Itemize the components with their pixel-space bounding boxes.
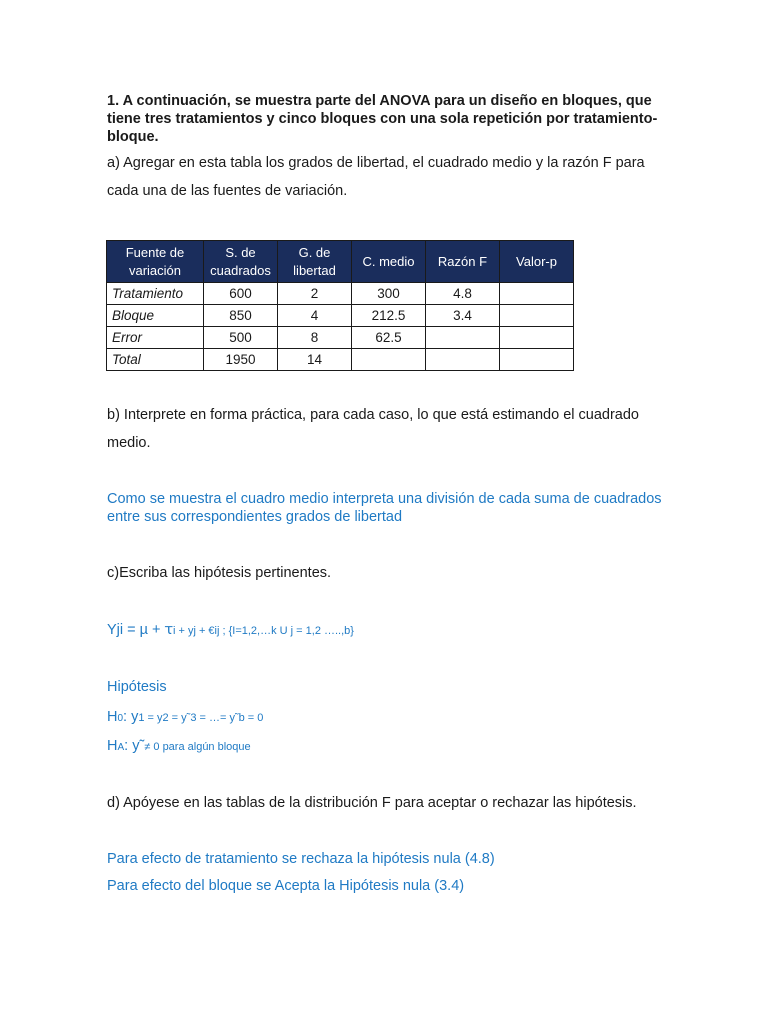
table-cell: 1950 xyxy=(204,349,278,371)
header-fuente: Fuente de variación xyxy=(107,241,204,283)
table-row xyxy=(107,349,574,371)
ha-colon: : y˜ xyxy=(124,738,145,754)
table-cell xyxy=(500,327,574,349)
table-cell: 850 xyxy=(204,305,278,327)
table-cell: 600 xyxy=(204,283,278,305)
table-cell xyxy=(352,349,426,371)
part-a-line-1: a) Agregar en esta tabla los grados de libertad, el cuadrado medio y la razón F para xyxy=(107,155,645,171)
part-c-line-1: c)Escriba las hipótesis pertinentes. xyxy=(107,565,332,581)
part-d-answer-line-1: Para efecto de tratamiento se rechaza la hipótesis nula (4.8) xyxy=(107,851,495,867)
ha-rest: ≠ 0 para algún bloque xyxy=(144,741,251,753)
model-equation-rest: i + yj + €ij ; {I=1,2,…k U j = 1,2 …..,b} xyxy=(172,625,354,637)
table-cell xyxy=(426,349,500,371)
table-cell: 3.4 xyxy=(426,305,500,327)
table-cell: 212.5 xyxy=(352,305,426,327)
h0-rest: 1 = y2 = y˜3 = …= y˜b = 0 xyxy=(138,712,264,724)
hypothesis-h0 xyxy=(107,708,263,728)
table-row xyxy=(107,327,574,349)
header-grados-libertad: G. de libertad xyxy=(278,241,352,283)
table-cell xyxy=(426,327,500,349)
table-row xyxy=(107,283,574,305)
anova-table xyxy=(106,240,574,371)
header-cuadrado-medio: C. medio xyxy=(352,241,426,283)
table-cell: 4.8 xyxy=(426,283,500,305)
model-equation-main: Yji = µ + ꚍ xyxy=(107,622,173,638)
table-cell: 62.5 xyxy=(352,327,426,349)
table-cell: 4 xyxy=(278,305,352,327)
h0-colon: : y xyxy=(123,709,139,725)
table-cell: Tratamiento xyxy=(107,283,204,305)
part-b-answer-line-1: Como se muestra el cuadro medio interpreta una división de cada suma de cuadrados xyxy=(107,491,662,507)
h0-letter: H xyxy=(107,709,118,725)
hypothesis-ha xyxy=(107,737,251,757)
table-cell: 500 xyxy=(204,327,278,349)
question-1-line-3: bloque. xyxy=(107,129,159,145)
part-d-line-1: d) Apóyese en las tablas de la distribución F para aceptar o rechazar las hipótesis. xyxy=(107,795,637,811)
table-cell: 300 xyxy=(352,283,426,305)
table-cell: Bloque xyxy=(107,305,204,327)
part-b-line-2: medio. xyxy=(107,435,151,451)
table-cell: Total xyxy=(107,349,204,371)
ha-subscript: A xyxy=(117,742,125,753)
table-cell xyxy=(500,305,574,327)
table-cell: 8 xyxy=(278,327,352,349)
hypothesis-title: Hipótesis xyxy=(107,679,167,695)
part-b-answer-line-2: entre sus correspondientes grados de libertad xyxy=(107,509,403,525)
table-cell: 14 xyxy=(278,349,352,371)
table-cell xyxy=(500,349,574,371)
part-d-answer-line-2: Para efecto del bloque se Acepta la Hipótesis nula (3.4) xyxy=(107,878,465,894)
h0-subscript: 0 xyxy=(117,713,124,724)
table-cell: 2 xyxy=(278,283,352,305)
table-cell xyxy=(500,283,574,305)
header-valor-p: Valor-p xyxy=(500,241,574,283)
table-header-row xyxy=(107,241,574,283)
table-row xyxy=(107,305,574,327)
question-1-line-2: tiene tres tratamientos y cinco bloques con una sola repetición por tratamiento- xyxy=(107,111,658,127)
table-cell: Error xyxy=(107,327,204,349)
model-equation xyxy=(107,621,354,640)
part-a-line-2: cada una de las fuentes de variación. xyxy=(107,183,348,199)
question-1-line-1: 1. A continuación, se muestra parte del ANOVA para un diseño en bloques, que xyxy=(107,93,652,109)
ha-letter: H xyxy=(107,738,118,754)
header-suma-cuadrados: S. de cuadrados xyxy=(204,241,278,283)
header-razon-f: Razón F xyxy=(426,241,500,283)
part-b-line-1: b) Interprete en forma práctica, para cada caso, lo que está estimando el cuadrado xyxy=(107,407,639,423)
